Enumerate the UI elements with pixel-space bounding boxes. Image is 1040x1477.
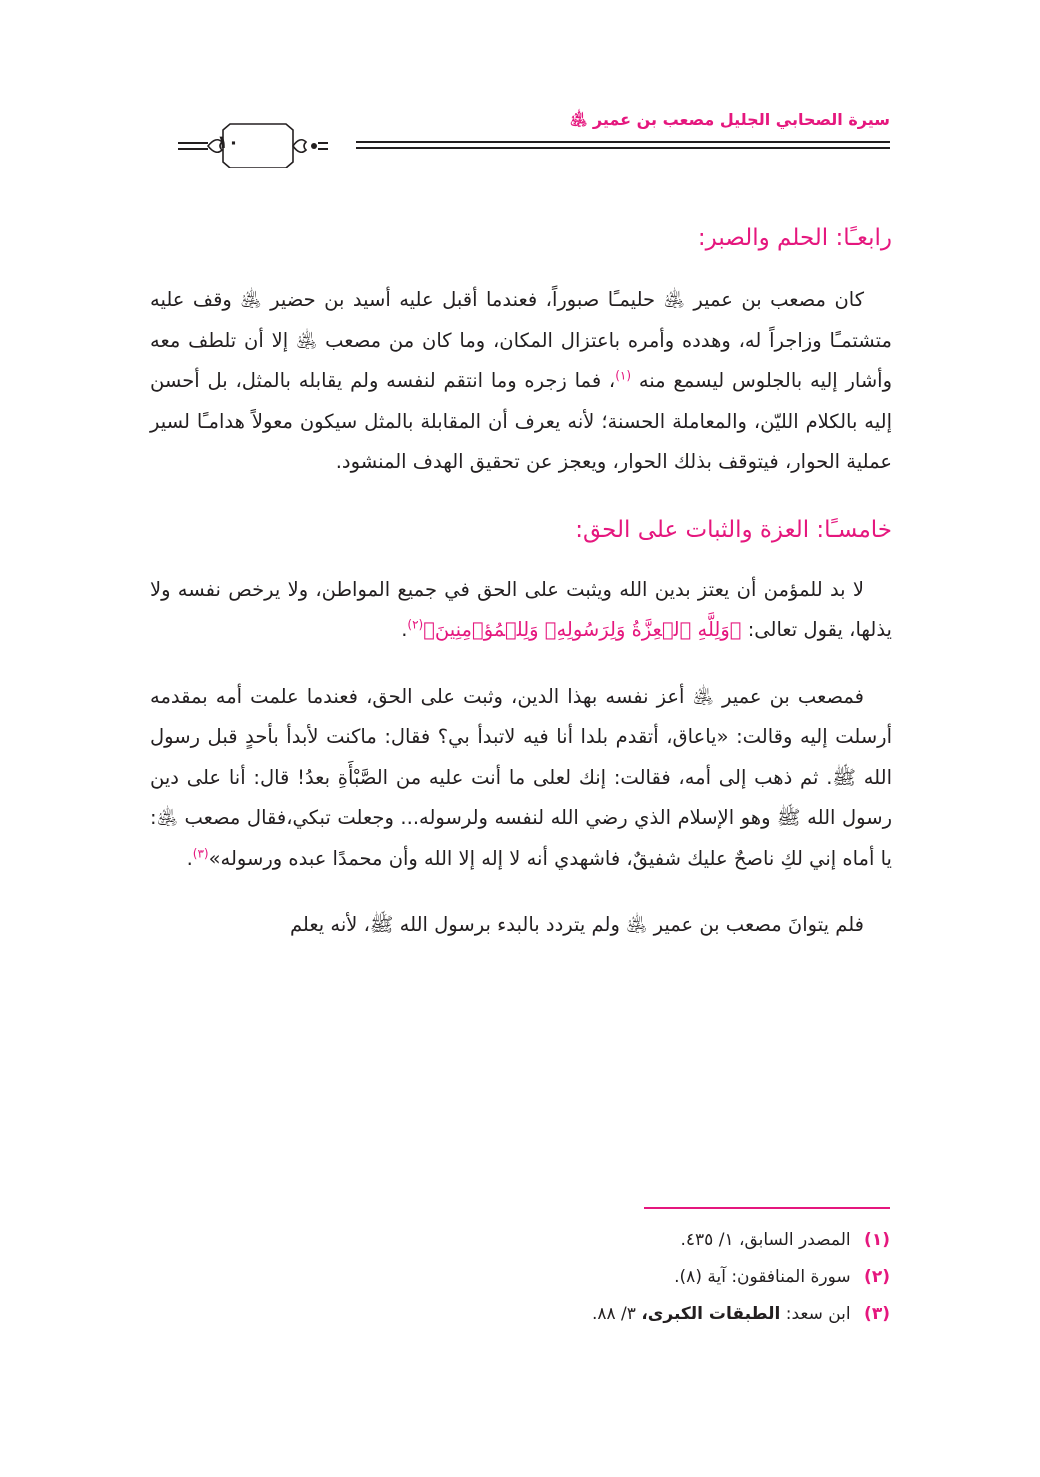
footnote-text: سورة المنافقون: آية (٨).: [674, 1267, 851, 1287]
footnote-separator: [644, 1207, 890, 1209]
page-body: [150, 218, 892, 946]
section-heading-patience: رابعـًا: الحلم والصبر:: [697, 225, 892, 251]
footnote-text: ابن سعد:: [785, 1304, 851, 1324]
footnote-1: [148, 1222, 890, 1259]
footnote-ref-3[interactable]: (٣): [192, 846, 209, 860]
paragraph-text: ، فما زجره وما انتقم لنفسه ولم يقابله بالمثل، بل أحسن إليه بالكلام الليّن، والمعاملة الحسنة؛ لأنه يعرف أن المقابلة بالمثل سيكون معولاً هدامـًا لسير عملية الحوار، فيتوقف بذلك الحوار، ويعجز عن تحقيق الهدف المنشود.: [150, 369, 892, 473]
footnote-ref-2[interactable]: (٢): [407, 617, 424, 632]
footnote-2: [148, 1259, 890, 1296]
paragraph-text: .: [186, 846, 193, 870]
footnote-number: (٣): [864, 1304, 890, 1324]
footnote-ref-1[interactable]: (١): [615, 368, 632, 383]
section-heading-steadfastness: خامسـًا: العزة والثبات على الحق:: [575, 516, 892, 543]
paragraph-steadfastness: [150, 570, 892, 651]
footnote-3: [148, 1296, 890, 1333]
paragraph-patience: [150, 280, 892, 483]
page-number: ١٠: [217, 132, 239, 153]
paragraph-text: فمصعب بن عمير ﵁ أعز نفسه بهذا الدين، وثبت على الحق، فعندما علمت أمه بمقدمه أرسلت إليه وقالت: «ياعاق، أتقدم بلدا أنا فيه لاتبدأ بي؟ فقال: ماكنت لأبدأ بأحدٍ قبل رسول الله ﷺ. ثم ذهب إلى أمه، فقالت: إنك لعلى ما أنت عليه من الصَّبْأَةِ بعدُ! قال: أنا على دين رسول الله ﷺ وهو الإسلام الذي رضي الله لنفسه ولرسوله... وجعلت تبكي،فقال مصعب ﵁: يا أماه إني لكِ ناصحٌ عليك شفيقٌ، فاشهدي أنه لا إله إلا الله وأن محمدًا عبده ورسوله»: [150, 684, 892, 870]
running-header: [150, 110, 890, 160]
footnotes: [148, 1222, 890, 1333]
paragraph-text: .: [401, 618, 408, 641]
header-double-rule: [356, 141, 890, 149]
page-number-ornament-icon: [178, 122, 328, 168]
paragraph-continuation: فلم يتوانَ مصعب بن عمير ﵁ ولم يتردد بالبدء برسول الله ﷺ، لأنه يعلم: [289, 913, 864, 936]
footnote-number: (١): [864, 1230, 890, 1250]
footnote-book-title: الطبقات الكبرى،: [641, 1304, 781, 1324]
footnote-number: (٢): [864, 1267, 890, 1287]
paragraph-text: لا بد للمؤمن أن يعتز بدين الله ويثبت على الحق في جميع المواطن، ولا يرخص نفسه ولا يذلها، يقول تعالى:: [150, 577, 892, 641]
footnote-text: ٣/ ٨٨.: [591, 1304, 636, 1324]
paragraph-mother-story: [150, 677, 892, 880]
paragraph-text: كان مصعب بن عمير ﵁ حليمـًا صبوراً، فعندما أقبل عليه أسيد بن حضير ﵁ وقف عليه متشتمـًا وزاجراً له، وهدده وأمره باعتزال المكان، وما كان من مصعب ﵁ إلا أن تلطف معه وأشار إليه بالجلوس ليسمع منه: [150, 288, 892, 392]
footnote-text: المصدر السابق، ١/ ٤٣٥.: [680, 1230, 851, 1250]
quran-verse: ﴿وَلِلَّهِ ٱلۡعِزَّةُ وَلِرَسُولِهِۦ وَلِلۡمُؤۡمِنِينَ﴾: [423, 618, 742, 641]
header-title: سيرة الصحابي الجليل مصعب بن عمير ﵁: [569, 110, 890, 129]
